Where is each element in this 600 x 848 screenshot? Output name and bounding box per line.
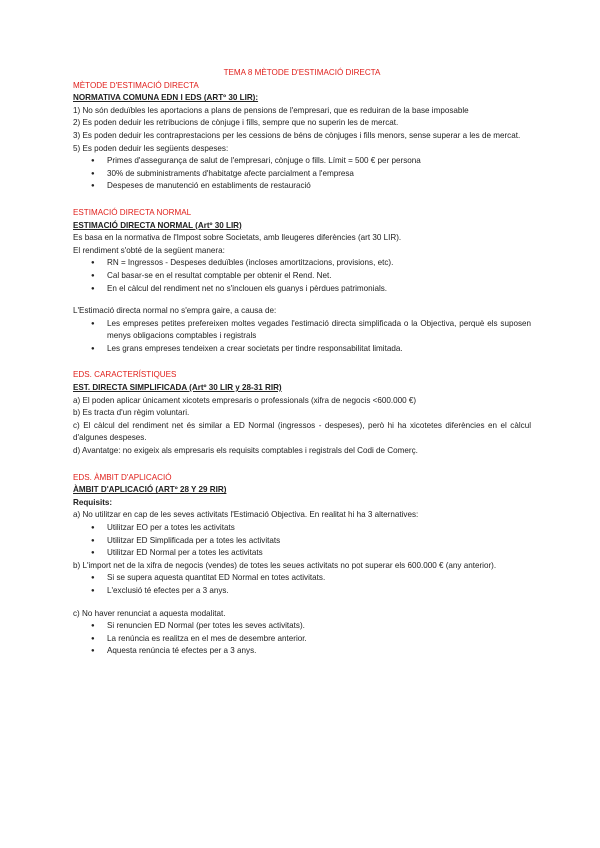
list-item: ● Cal basar-se en el resultat comptable per obtenir el Rend. Net. bbox=[73, 270, 531, 283]
despeses-list bbox=[73, 155, 531, 193]
section-heading-edn: ESTIMACIÓ DIRECTA NORMAL bbox=[73, 207, 192, 217]
list-item: ● Despeses de manutenció en establiments de restauració bbox=[73, 180, 531, 193]
item-3: 3) Es poden deduir les contraprestacions per les cessions de béns de cònjuges i fills menors, sense superar a les de mercat. bbox=[73, 130, 521, 140]
requisit-b: b) L'import net de la xifra de negocis (vendes) de totes les seues activitats no pot superar els 600.000 € (any anterior). bbox=[73, 560, 497, 570]
subheading-ambit: ÀMBIT D'APLICACIÓ (ARTº 28 Y 29 RIR) bbox=[73, 485, 227, 495]
subheading-eds: EST. DIRECTA SIMPLIFICADA (Artº 30 LIR y 28-31 RIR) bbox=[73, 383, 282, 393]
requisits-label: Requisits: bbox=[73, 497, 113, 507]
list-item: ● Les empreses petites prefereixen moltes vegades l'estimació directa simplificada o la Objectiva, perquè els suposen menys obligacions comptables i registrals bbox=[73, 318, 531, 343]
list-item: ● Aquesta renúncia té efectes per a 3 anys. bbox=[73, 645, 531, 658]
paragraph: El rendiment s'obté de la següent manera: bbox=[73, 245, 225, 255]
section-heading-eds-caracteristiques: EDS. CARACTERÍSTIQUES bbox=[73, 370, 177, 380]
list-item: ● L'exclusió té efectes per a 3 anys. bbox=[73, 585, 531, 598]
item-1: 1) No són deduïbles les aportacions a plans de pensions de l'empresari, que es reduiran de la base imposable bbox=[73, 105, 469, 115]
document-title: TEMA 8 MÈTODE D'ESTIMACIÓ DIRECTA bbox=[223, 68, 381, 77]
item-2: 2) Es poden deduir les retribucions de cònjuge i fills, sempre que no superin les de mercat. bbox=[73, 118, 399, 128]
list-item: ● Si renuncien ED Normal (per totes les seves activitats). bbox=[73, 620, 531, 633]
subheading-edn: ESTIMACIÓ DIRECTA NORMAL (Artº 30 LIR) bbox=[73, 220, 242, 230]
list-item: ● RN = Ingressos - Despeses deduïbles (incloses amortitzacions, provisions, etc). bbox=[73, 257, 531, 270]
section-heading-metode: MÈTODE D'ESTIMACIÓ DIRECTA bbox=[73, 80, 199, 90]
list-item: ● La renúncia es realitza en el mes de desembre anterior. bbox=[73, 633, 531, 646]
requisit-a: a) No utilitzar en cap de les seves activitats l'Estimació Objectiva. En realitat hi ha 3 alternatives: bbox=[73, 510, 419, 520]
paragraph: Es basa en la normativa de l'Impost sobre Societats, amb lleugeres diferències (art 30 LIR). bbox=[73, 233, 402, 243]
list-item: ● Si se supera aquesta quantitat ED Normal en totes activitats. bbox=[73, 572, 531, 585]
list-item: ● 30% de subministraments d'habitatge afecte parcialment a l'empresa bbox=[73, 168, 531, 181]
subheading-normativa: NORMATIVA COMUNA EDN I EDS (ARTº 30 LIR): bbox=[73, 93, 259, 103]
item-5: 5) Es poden deduir les següents despeses: bbox=[73, 143, 229, 153]
item-b: b) Es tracta d'un règim voluntari. bbox=[73, 408, 190, 418]
list-item: ● Utilitzar ED Simplificada per a totes les activitats bbox=[73, 535, 531, 548]
requisit-c: c) No haver renunciat a aquesta modalitat. bbox=[73, 608, 226, 618]
list-item: ● Utilitzar ED Normal per a totes les activitats bbox=[73, 547, 531, 560]
alternatives-list bbox=[73, 522, 531, 560]
item-c: c) El càlcul del rendiment net és similar a ED Normal (ingressos - despeses), però hi ha xicotetes diferències en el càlcul d'algunes despeses. bbox=[73, 420, 531, 443]
list-item: ● Primes d'assegurança de salut de l'empresari, cònjuge o fills. Límit = 500 € per persona bbox=[73, 155, 531, 168]
item-a: a) El poden aplicar únicament xicotets empresaris o professionals (xifra de negocis <600.000 €) bbox=[73, 395, 417, 405]
causes-list bbox=[73, 318, 531, 356]
paragraph: L'Estimació directa normal no s'empra gaire, a causa de: bbox=[73, 306, 277, 316]
exclusio-list bbox=[73, 572, 531, 597]
list-item: ● En el càlcul del rendiment net no s'inclouen els guanys i pèrdues patrimonials. bbox=[73, 283, 531, 296]
rendiment-list bbox=[73, 257, 531, 295]
renuncia-list bbox=[73, 620, 531, 658]
list-item: ● Les grans empreses tendeixen a crear societats per tindre responsabilitat limitada. bbox=[73, 343, 531, 356]
item-d: d) Avantatge: no exigeix als empresaris els requisits comptables i registrals del Codi de Comerç. bbox=[73, 446, 418, 456]
section-heading-eds-ambit: EDS. ÀMBIT D'APLICACIÓ bbox=[73, 472, 172, 482]
list-item: ● Utilitzar EO per a totes les activitats bbox=[73, 522, 531, 535]
document-page bbox=[73, 67, 531, 658]
